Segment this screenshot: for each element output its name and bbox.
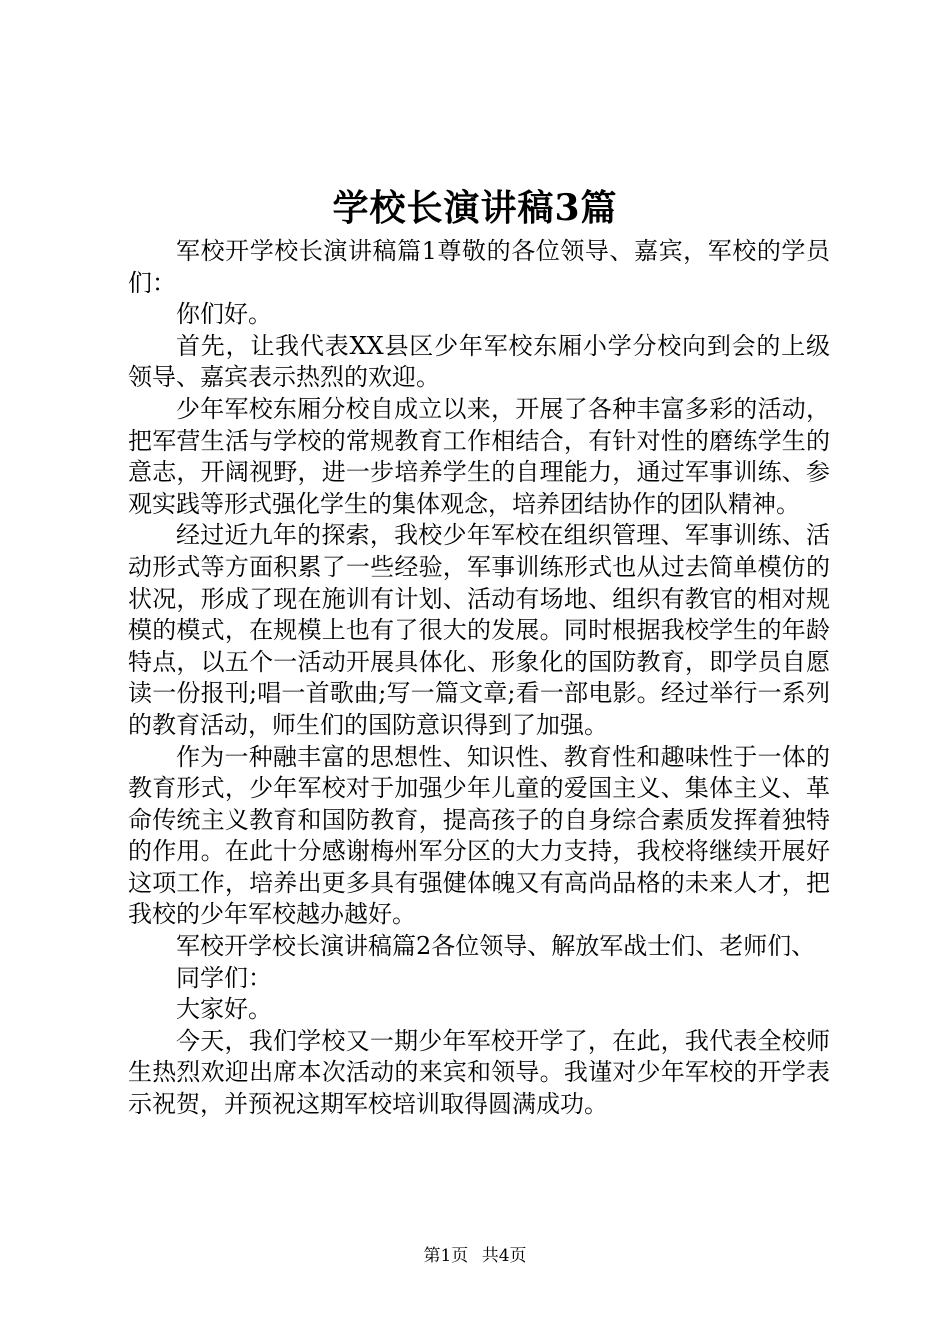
paragraph: 今天，我们学校又一期少年军校开学了，在此，我代表全校师生热烈欢迎出席本次活动的来宾和领导。我谨对少年军校的开学表示祝贺，并预祝这期军校培训取得圆满成功。 xyxy=(128,1026,830,1119)
paragraph: 军校开学校长演讲稿篇1尊敬的各位领导、嘉宾，军校的学员们： xyxy=(128,237,830,297)
paragraph: 同学们： xyxy=(176,963,272,992)
page-footer xyxy=(0,1244,950,1268)
paragraph: 少年军校东厢分校自成立以来，开展了各种丰富多彩的活动，把军营生活与学校的常规教育工作相结合，有针对性的磨练学生的意志，开阔视野，进一步培养学生的自理能力，通过军事训练、参观实践等形式强化学生的集体观念，培养团结协作的团队精神。 xyxy=(128,394,830,518)
paragraph: 首先，让我代表XX县区少年军校东厢小学分校向到会的上级领导、嘉宾表示热烈的欢迎。 xyxy=(128,331,830,392)
paragraph: 大家好。 xyxy=(176,995,272,1024)
paragraph: 经过近九年的探索，我校少年军校在组织管理、军事训练、活动形式等方面积累了一些经验，军事训练形式也从过去简单模仿的状况，形成了现在施训有计划、活动有场地、组织有教官的相对规模的模式，在规模上也有了很大的发展。同时根据我校学生的年龄特点，以五个一活动开展具体化、形象化的国防教育，即学员自愿读一份报刊;唱一首歌曲;写一篇文章;看一部电影。经过举行一系列的教育活动，师生们的国防意识得到了加强。 xyxy=(128,521,830,739)
document-body xyxy=(128,236,830,1121)
page-total: 共4页 xyxy=(481,1246,527,1266)
paragraph: 作为一种融丰富的思想性、知识性、教育性和趣味性于一体的教育形式，少年军校对于加强少年儿童的爱国主义、集体主义、革命传统主义教育和国防教育，提高孩子的自身综合素质发挥着独特的作用。在此十分感谢梅州军分区的大力支持，我校将继续开展好这项工作，培养出更多具有强健体魄又有高尚品格的未来人才，把我校的少年军校越办越好。 xyxy=(128,742,830,929)
document-title: 学校长演讲稿3篇 xyxy=(332,187,618,229)
paragraph: 军校开学校长演讲稿篇2各位领导、解放军战士们、老师们、 xyxy=(176,932,816,961)
page-number: 第1页 xyxy=(423,1246,469,1266)
paragraph: 你们好。 xyxy=(176,300,272,329)
